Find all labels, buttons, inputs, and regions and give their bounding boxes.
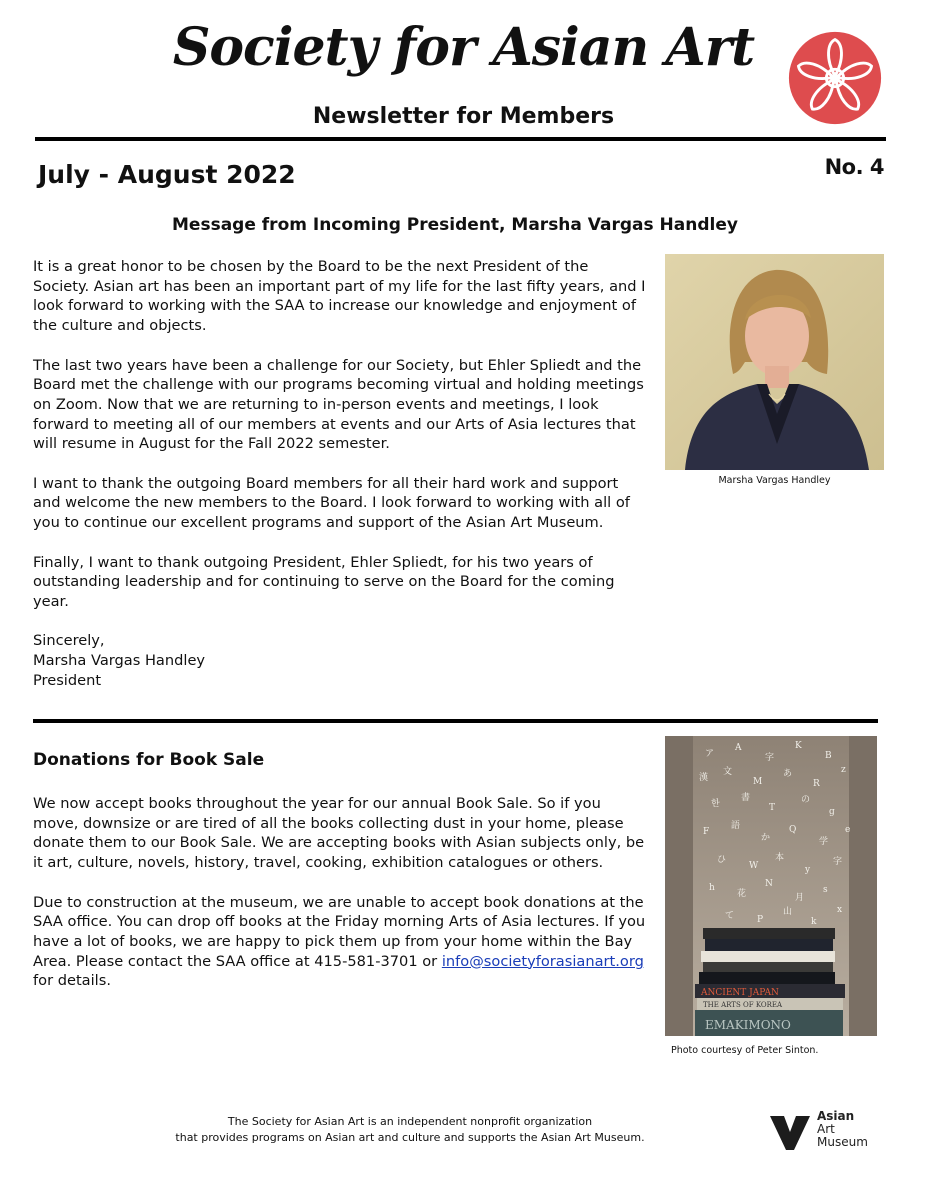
museum-logo-word: Art bbox=[817, 1122, 835, 1136]
svg-text:N: N bbox=[765, 879, 773, 889]
portrait-caption: Marsha Vargas Handley bbox=[718, 475, 831, 486]
svg-text:k: k bbox=[811, 917, 817, 927]
svg-text:M: M bbox=[753, 777, 763, 787]
book-spine-text: THE ARTS OF KOREA bbox=[703, 1001, 783, 1009]
svg-text:g: g bbox=[829, 807, 835, 817]
message-paragraph: The last two years have been a challenge for our Society, but Ehler Spliedt and the Board met the challenge with our programs becoming virtual and holding meetings on Zoom. Now that we are returning to in-person events and meetings, I look forward to meeting all of our members at events and our Arts of Asia lectures that will resume in August for the Fall 2022 semester. bbox=[33, 356, 644, 453]
issue-number: No. 4 bbox=[824, 155, 884, 179]
message-heading: Message from Incoming President, Marsha Vargas Handley bbox=[172, 215, 738, 235]
svg-text:語: 語 bbox=[731, 821, 741, 831]
asian-art-museum-logo bbox=[770, 1110, 880, 1154]
museum-logo-word: Asian bbox=[817, 1109, 855, 1123]
masthead-title: Society for Asian Art bbox=[172, 17, 755, 78]
footer-text bbox=[60, 1114, 760, 1146]
book-spine-text: EMAKIMONO bbox=[705, 1018, 791, 1032]
footer-line: that provides programs on Asian art and culture and supports the Asian Art Museum. bbox=[175, 1131, 645, 1144]
svg-text:文: 文 bbox=[723, 767, 733, 777]
svg-text:て: て bbox=[725, 911, 735, 921]
book-spine-text: ANCIENT JAPAN bbox=[701, 988, 779, 998]
signature-title: President bbox=[33, 671, 102, 689]
svg-text:月: 月 bbox=[795, 893, 805, 903]
signature-name: Marsha Vargas Handley bbox=[33, 652, 206, 669]
svg-text:か: か bbox=[761, 833, 771, 843]
svg-text:F: F bbox=[703, 827, 710, 837]
svg-text:ひ: ひ bbox=[717, 855, 727, 865]
booksale-heading: Donations for Book Sale bbox=[33, 750, 265, 770]
message-paragraph: I want to thank the outgoing Board members for all their hard work and support and welcome the new members to the Board. I look forward to working with all of you to continue our excellent programs and support of the Asian Art Museum. bbox=[33, 474, 630, 532]
message-body bbox=[33, 257, 648, 690]
svg-text:本: 本 bbox=[775, 853, 785, 863]
svg-text:K: K bbox=[795, 741, 802, 751]
newsletter-subtitle: Newsletter for Members bbox=[312, 104, 615, 129]
svg-text:z: z bbox=[841, 765, 846, 775]
svg-text:W: W bbox=[749, 861, 759, 871]
booksale-body bbox=[33, 794, 648, 1011]
svg-text:h: h bbox=[709, 883, 715, 893]
message-paragraph: It is a great honor to be chosen by the Board to be the next President of the Society. Asian art has been an important part of my life for the last fifty years, and I look forward to working with the SAA to increase our knowledge and enjoyment of the culture and objects. bbox=[33, 258, 646, 335]
svg-text:한: 한 bbox=[711, 799, 720, 809]
closing: Sincerely, bbox=[33, 632, 105, 650]
svg-text:書: 書 bbox=[741, 793, 751, 803]
svg-text:Q: Q bbox=[789, 825, 797, 835]
svg-text:A: A bbox=[735, 743, 742, 753]
booksale-contact-text: Due to construction at the museum, we are unable to accept book donations at the SAA office. You can drop off books at the Friday morning Arts of Asia lectures. If you have a lot of books, we are happy to pick them up from your home within the Bay Area. Please contact the SAA office at 415-581-3701 or bbox=[33, 893, 646, 970]
svg-text:山: 山 bbox=[783, 907, 793, 917]
svg-text:花: 花 bbox=[737, 889, 747, 899]
header-divider bbox=[35, 137, 886, 141]
email-link[interactable]: info@societyforasianart.org bbox=[441, 952, 644, 970]
svg-text:漢: 漢 bbox=[699, 773, 709, 783]
museum-logo-mark-icon bbox=[770, 1114, 810, 1150]
svg-text:字: 字 bbox=[833, 857, 843, 867]
svg-text:T: T bbox=[769, 803, 776, 813]
svg-text:B: B bbox=[825, 751, 832, 761]
svg-text:ア: ア bbox=[705, 749, 715, 759]
svg-text:字: 字 bbox=[765, 753, 775, 763]
booksale-contact-end: for details. bbox=[33, 972, 111, 990]
svg-text:s: s bbox=[823, 885, 828, 895]
issue-date: July - August 2022 bbox=[38, 160, 296, 189]
svg-text:P: P bbox=[757, 915, 764, 925]
books-photo-caption: Photo courtesy of Peter Sinton. bbox=[671, 1045, 819, 1056]
svg-text:y: y bbox=[805, 865, 811, 875]
svg-text:の: の bbox=[801, 795, 811, 805]
booksale-paragraph bbox=[33, 893, 648, 992]
museum-logo-word: Museum bbox=[817, 1135, 868, 1149]
svg-text:学: 学 bbox=[819, 837, 829, 847]
svg-text:e: e bbox=[845, 825, 851, 835]
section-divider bbox=[33, 719, 878, 723]
booksale-paragraph: We now accept books throughout the year for our annual Book Sale. So if you move, downsize or are tired of all the books collecting dust in your home, please donate them to our Book Sale. We are accepting books with Asian subjects only, be it art, culture, novels, history, travel, cooking, exhibition catalogues or others. bbox=[33, 795, 645, 872]
flower-logo-icon bbox=[787, 30, 883, 126]
svg-text:R: R bbox=[813, 779, 820, 789]
message-paragraph: Finally, I want to thank outgoing President, Ehler Spliedt, for his two years of outstanding leadership and for continuing to serve on the Board for the coming year. bbox=[33, 553, 615, 610]
book-sculpture-photo bbox=[665, 736, 877, 1036]
svg-text:x: x bbox=[837, 905, 843, 915]
museum-logo-text bbox=[817, 1110, 868, 1149]
footer-line: The Society for Asian Art is an independent nonprofit organization bbox=[227, 1115, 593, 1128]
portrait-photo bbox=[665, 254, 884, 470]
svg-text:あ: あ bbox=[783, 769, 793, 779]
